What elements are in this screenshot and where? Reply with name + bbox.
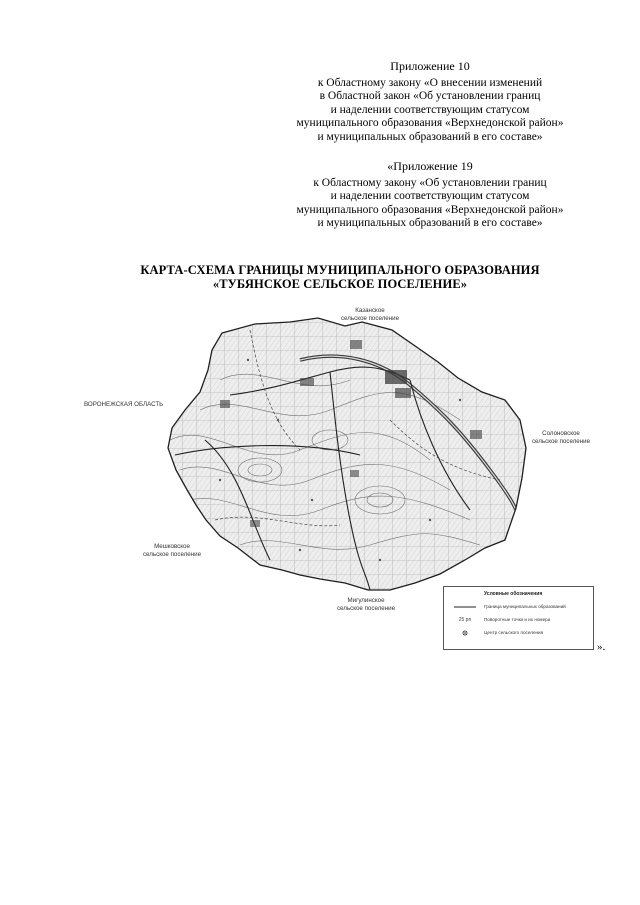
appendix-10-line: и муниципальных образований в его составе»: [317, 130, 543, 143]
map-legend: [443, 586, 594, 650]
legend-item-points: [444, 616, 593, 626]
map-title-line1: КАРТА-СХЕМА ГРАНИЦЫ МУНИЦИПАЛЬНОГО ОБРАЗОВАНИЯ: [140, 263, 540, 277]
legend-text: Граница муниципальных образований: [484, 604, 566, 609]
appendix-19-line: к Областному закону «Об установлении границ: [313, 176, 547, 189]
map-title-line2: «ТУБЯНСКОЕ СЕЛЬСКОЕ ПОСЕЛЕНИЕ»: [212, 277, 468, 291]
neighbor-southwest-label: Мешковское сельское поселение: [142, 543, 202, 558]
appendix-19-line: и муниципальных образований в его составе»: [317, 217, 543, 229]
appendix-19-line: и наделении соответствующим статусом: [330, 190, 530, 202]
boundary-line-icon: [452, 603, 478, 611]
legend-text: Центр сельского поселения: [484, 630, 544, 635]
appendix-10-head: Приложение 10: [390, 59, 470, 73]
neighbor-north-label: Казанское сельское поселение: [340, 307, 400, 322]
appendix-10-line: и наделении соответствующим статусом: [330, 103, 530, 116]
legend-title: Условные обозначения: [484, 591, 543, 597]
closing-quote: ».: [597, 641, 606, 653]
neighbor-east-label: Солоновское сельское поселение: [531, 430, 591, 445]
legend-text: Поворотные точки и их номера: [484, 617, 551, 622]
turning-point-symbol: 25 pn: [458, 617, 472, 623]
appendix-10-line: в Областной закон «Об установлении границ: [319, 90, 541, 102]
center-dot-icon: [452, 629, 478, 637]
appendix-19-line: муниципального образования «Верхнедонской район»: [296, 203, 564, 216]
appendix-19-head: «Приложение 19: [387, 159, 473, 173]
legend-item-boundary: [444, 603, 593, 613]
neighbor-south-label: Мигулинское сельское поселение: [336, 597, 396, 612]
legend-item-center: [444, 629, 593, 639]
neighbor-west-label: ВОРОНЕЖСКАЯ ОБЛАСТЬ: [84, 401, 164, 408]
appendix-10-line: к Областному закону «О внесении изменений: [317, 76, 543, 89]
appendix-10-line: муниципального образования «Верхнедонской район»: [296, 117, 564, 129]
